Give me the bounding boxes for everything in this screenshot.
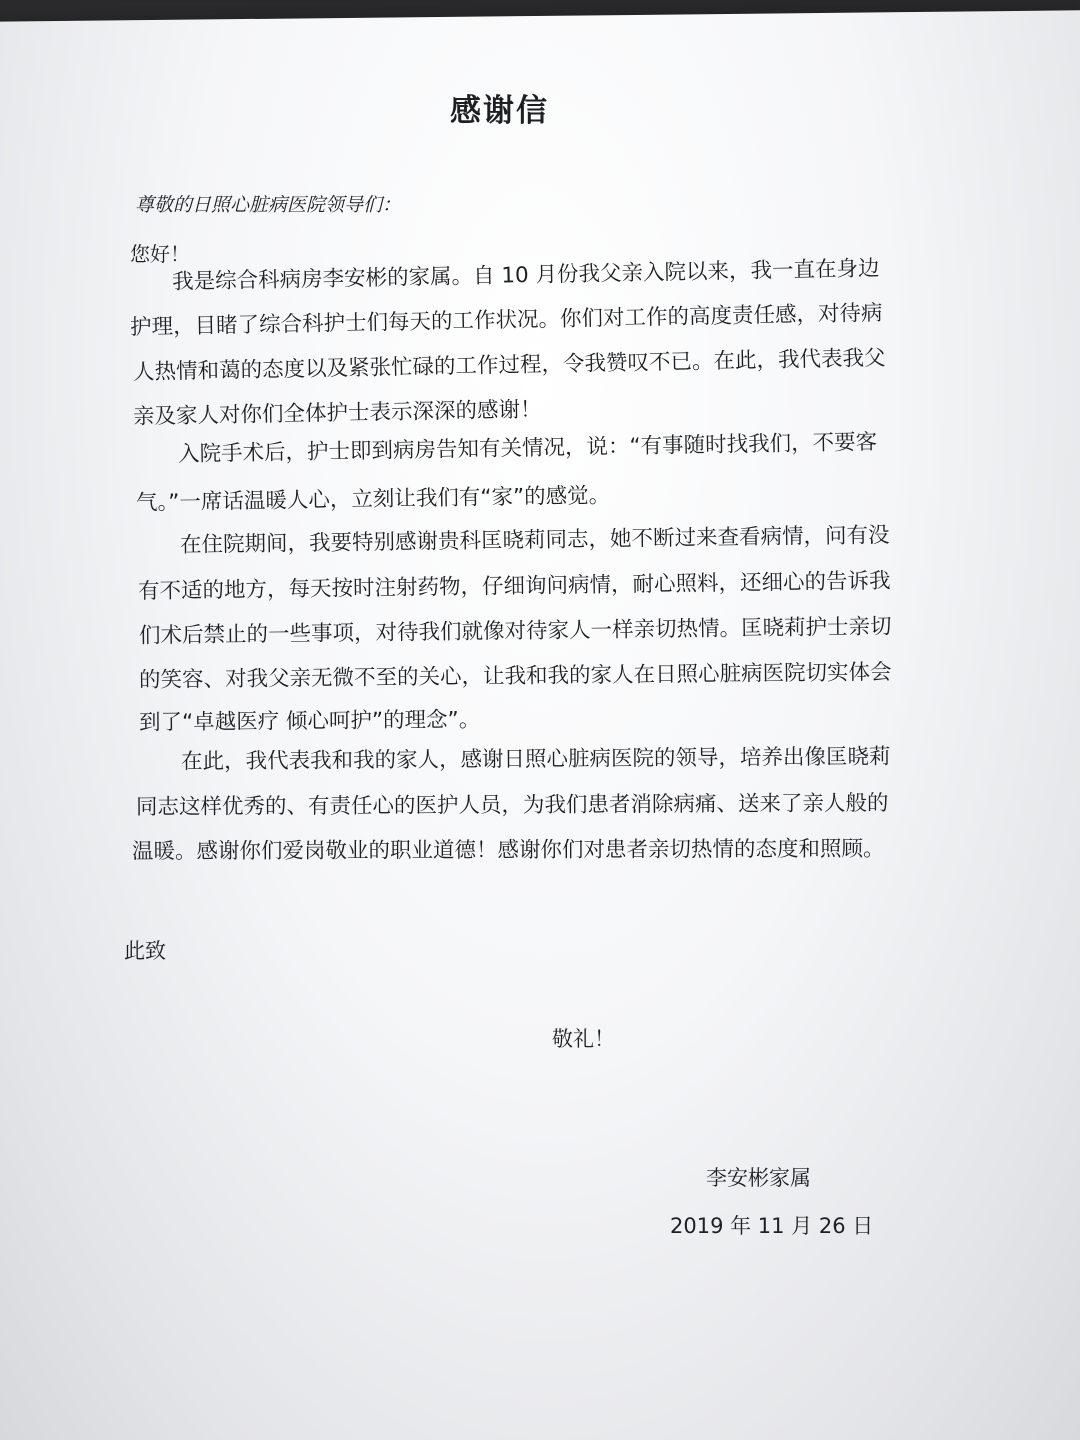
letter-body-line: 入院手术后，护士即到病房告知有关情况，说：“有事随时找我们，不要客 [177, 429, 878, 468]
letter-body-line: 气。”一席话温暖人心，立刻让我们有“家”的感觉。 [135, 483, 611, 516]
letter-body-line: 有不适的地方，每天按时注射药物，仔细询问病情，耐心照料，还细心的告诉我 [137, 568, 891, 605]
letter-body-line: 温暖。感谢你们爱岗敬业的职业道德！感谢你们对患者亲切热情的态度和照顾。 [131, 836, 885, 865]
letter-body-line: 同志这样优秀的、有责任心的医护人员，为我们患者消除病痛、送来了亲人般的 [135, 791, 889, 820]
letter-body-line: 们术后禁止的一些事项，对待我们就像对待家人一样亲切热情。匡晓莉护士亲切 [138, 614, 892, 649]
letter-body-line: 到了“卓越医疗 倾心呵护”的理念”。 [138, 707, 481, 736]
letter-body-line: 护理，目睹了综合科护士们每天的工作状况。你们对工作的高度责任感，对待病 [129, 300, 883, 341]
letter-body-line: 的笑容、对我父亲无微不至的关心，让我和我的家人在日照心脏病医院切实体会 [138, 660, 892, 693]
letter-body-line: 亲及家人对你们全体护士表示深深的感谢！ [132, 397, 542, 430]
letter-body-line: 在此，我代表我和我的家人，感谢日照心脏病医院的领导，培养出像匡晓莉 [180, 744, 891, 775]
letter-body-line: 我是综合科病房李安彬的家属。自 10 月份我父亲入院以来，我一直在身边 [171, 256, 880, 295]
letter-date: 2019 年 11 月 26 日 [670, 1214, 874, 1238]
letter-body-line: 在住院期间，我要特别感谢贵科匡晓莉同志，她不断过来查看病情，问有没 [179, 523, 890, 558]
letter-greeting: 您好！ [130, 242, 190, 266]
letter-salutation: 尊敬的日照心脏病医院领导们： [135, 194, 402, 216]
letter-body-line: 人热情和蔼的态度以及紧张忙碌的工作过程，令我赞叹不已。在此，我代表我父 [132, 345, 886, 386]
letter-title: 感谢信 [450, 93, 549, 129]
letter-regards: 敬礼！ [552, 1027, 615, 1051]
letter-signature: 李安彬家属 [706, 1166, 811, 1190]
letter-closing: 此致 [124, 939, 166, 963]
